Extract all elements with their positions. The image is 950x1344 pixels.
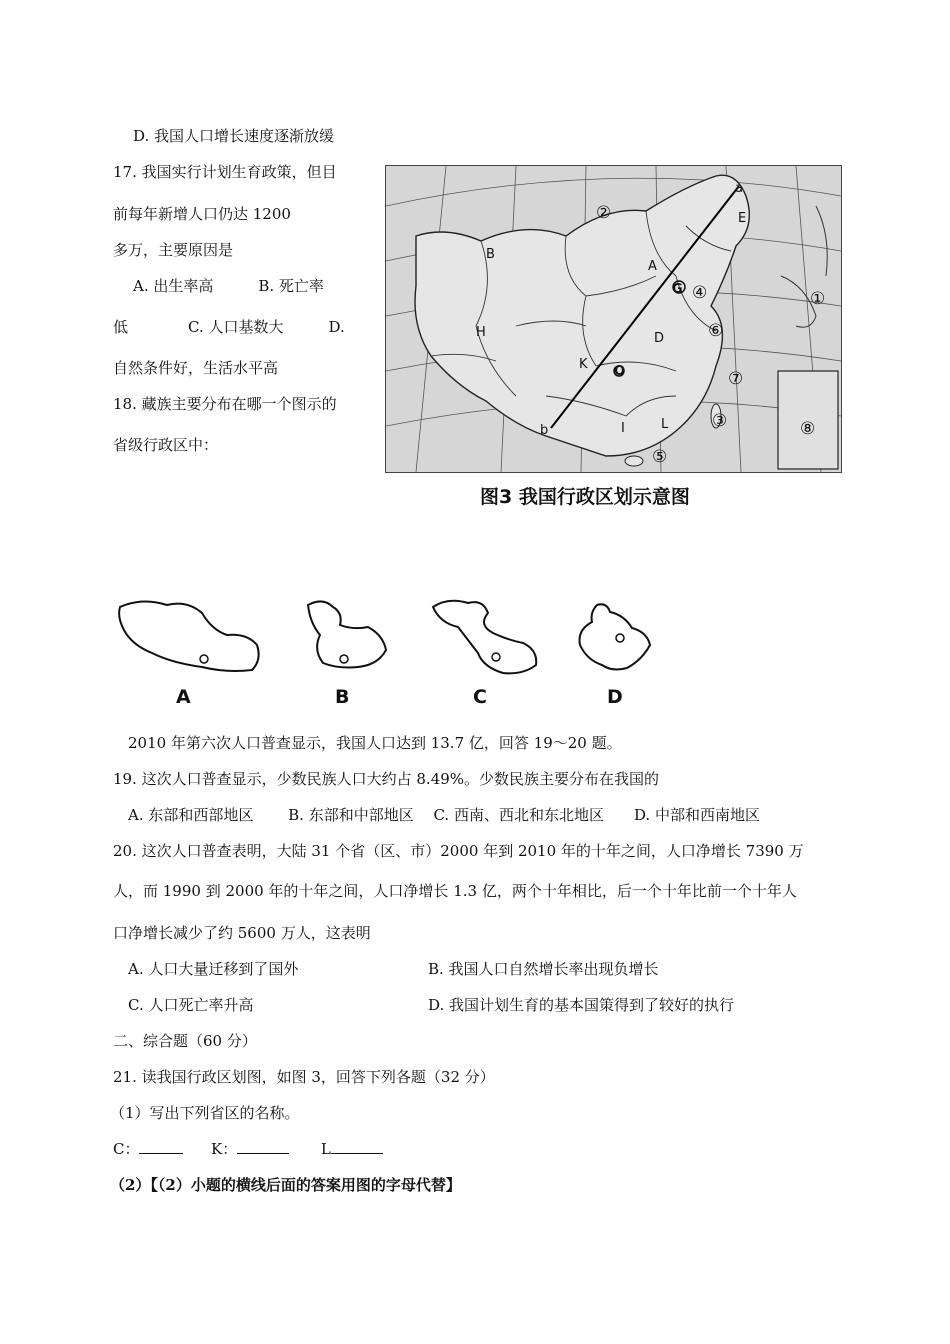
- map-label-i: I: [621, 421, 625, 436]
- q21-sub1: （1）写出下列省区的名称。: [110, 1104, 300, 1122]
- shape-label-b: B: [335, 686, 350, 708]
- q17-line3: 多万，主要原因是: [113, 241, 234, 259]
- map-label-e: E: [738, 211, 747, 226]
- map-label-g: G: [672, 282, 683, 297]
- china-admin-map: [385, 165, 842, 473]
- blank-l-input[interactable]: [331, 1139, 383, 1154]
- q19-options: A. 东部和西部地区 B. 东部和中部地区 C. 西南、西北和东北地区 D. 中部和西南地区: [128, 806, 760, 824]
- shape-label-c: C: [473, 686, 487, 708]
- q21-sub2: （2）【（2）小题的横线后面的答案用图的字母代替】: [110, 1176, 461, 1194]
- map-label-h: H: [476, 325, 486, 340]
- q20-line3: 口净增长减少了约 5600 万人，这表明: [113, 924, 371, 942]
- q17-line2: 前每年新增人口仍达 1200: [113, 205, 291, 223]
- q16-option-d: D. 我国人口增长速度逐渐放缓: [133, 127, 335, 145]
- map-label-5: ⑤: [652, 447, 668, 467]
- map-label-k: K: [579, 357, 588, 372]
- map-label-7: ⑦: [728, 369, 744, 389]
- map-label-2: ②: [596, 203, 612, 223]
- q17-line5: 低 C. 人口基数大 D.: [113, 318, 345, 336]
- q17-line4: A. 出生率高 B. 死亡率: [133, 277, 324, 295]
- blank-c-input[interactable]: [139, 1139, 183, 1154]
- q20-line1: 20. 这次人口普查表明，大陆 31 个省（区、市）2000 年到 2010 年的十年之间，人口净增长 7390 万: [113, 842, 804, 860]
- shape-label-a: A: [176, 686, 191, 708]
- blank-c-label: C：: [113, 1140, 140, 1158]
- q20-option-b: B. 我国人口自然增长率出现负增长: [428, 960, 659, 978]
- blank-l-label: L: [320, 1140, 331, 1158]
- q21-stem: 21. 读我国行政区划图，如图 3，回答下列各题（32 分）: [113, 1068, 495, 1086]
- q17-line6: 自然条件好，生活水平高: [113, 359, 279, 377]
- map-label-1: ①: [810, 289, 826, 309]
- shape-label-d: D: [607, 686, 623, 708]
- map-label-o: O: [614, 364, 626, 379]
- map-label-3: ③: [712, 411, 728, 431]
- q20-option-a: A. 人口大量迁移到了国外: [128, 960, 299, 978]
- q20-option-d: D. 我国计划生育的基本国策得到了较好的执行: [428, 996, 735, 1014]
- map-label-b-low: b: [540, 423, 549, 438]
- map-label-d: D: [654, 331, 665, 346]
- census-intro: 2010 年第六次人口普查显示，我国人口达到 13.7 亿，回答 19～20 题。: [128, 734, 622, 752]
- map-label-l: L: [661, 417, 669, 432]
- section-2-heading: 二、综合题（60 分）: [113, 1032, 257, 1050]
- map-label-b: B: [486, 247, 495, 262]
- q18-line2: 省级行政区中：: [113, 436, 219, 454]
- q20-option-c: C. 人口死亡率升高: [128, 996, 254, 1014]
- map-label-6: ⑥: [708, 321, 724, 341]
- q18-line1: 18. 藏族主要分布在哪一个图示的: [113, 395, 337, 413]
- map-label-a-cap: A: [648, 259, 657, 274]
- blank-k-input[interactable]: [237, 1139, 289, 1154]
- province-shape-b: [298, 595, 393, 675]
- map-label-8: ⑧: [800, 419, 816, 439]
- province-shape-d: [572, 600, 662, 680]
- q20-line2: 人，而 1990 到 2000 年的十年之间，人口净增长 1.3 亿，两个十年相比，后一个十年比前一个十年人: [113, 882, 797, 900]
- q21-blanks: [113, 1138, 383, 1160]
- province-shape-a: [112, 595, 272, 680]
- map-drawing: [386, 166, 841, 472]
- map-label-4: ④: [692, 283, 708, 303]
- q19-stem: 19. 这次人口普查显示，少数民族人口大约占 8.49%。少数民族主要分布在我国的: [113, 770, 660, 788]
- map-label-a: a: [735, 181, 743, 196]
- map-caption: 图3 我国行政区划示意图: [480, 486, 690, 508]
- q17-line1: 17. 我国实行计划生育政策，但目: [113, 163, 337, 181]
- blank-k-label: K：: [211, 1140, 238, 1158]
- province-shape-c: [428, 595, 553, 680]
